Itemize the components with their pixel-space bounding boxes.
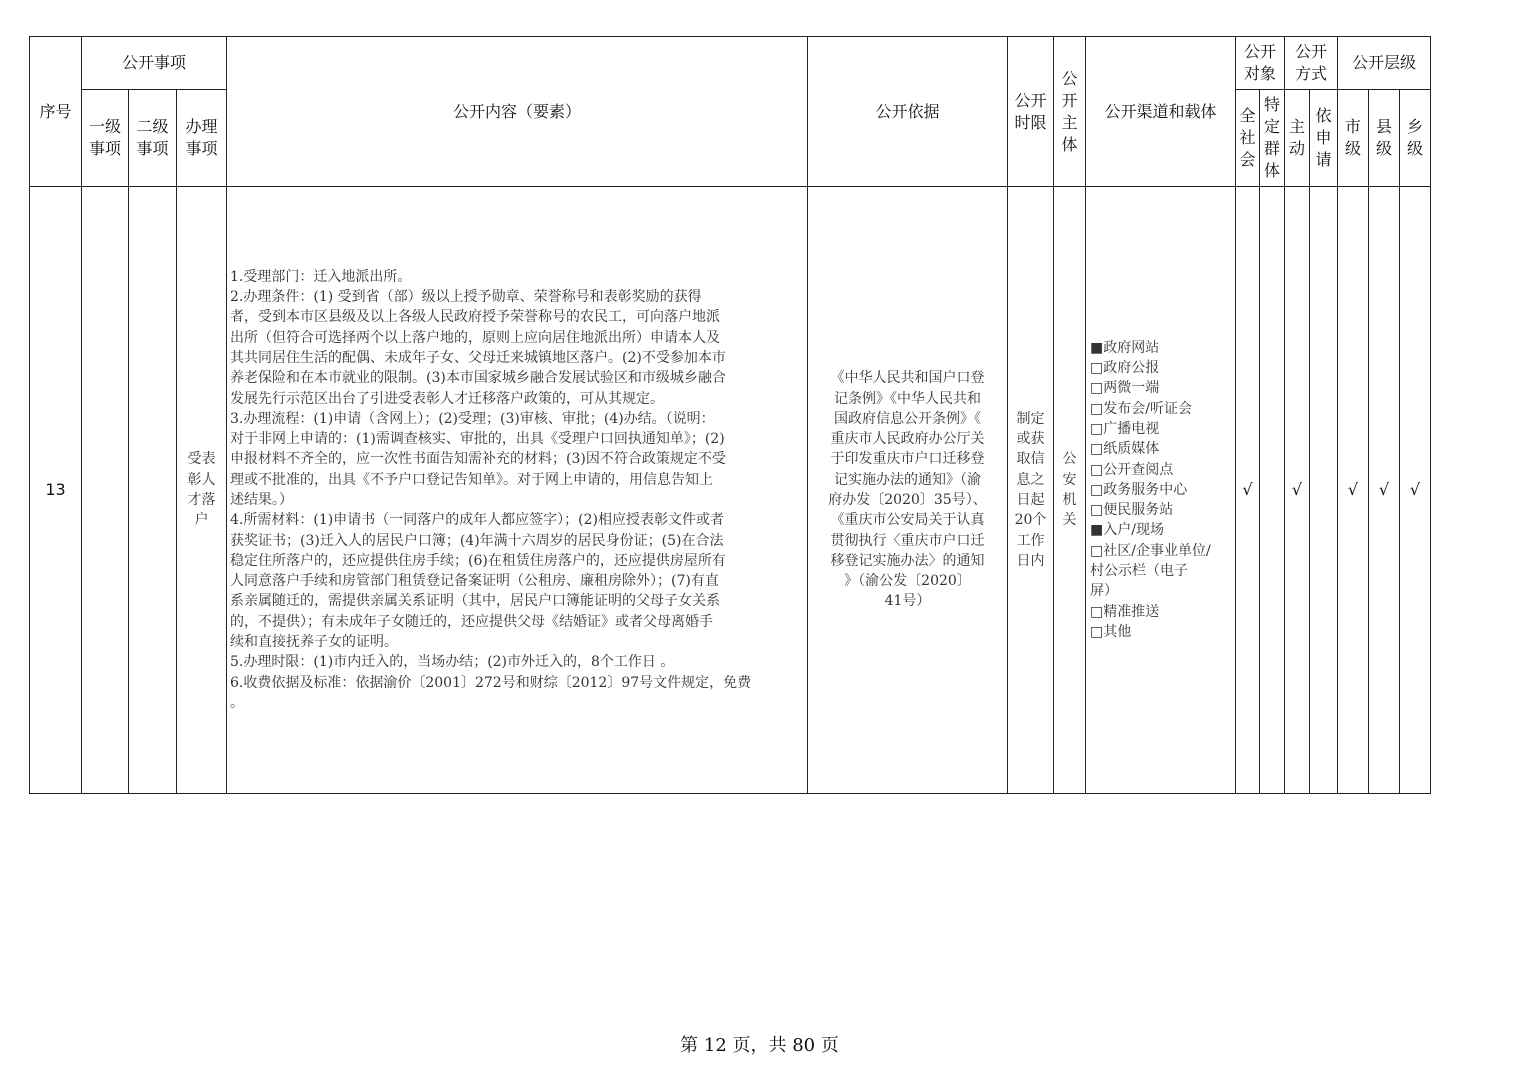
table-row [30,187,1431,794]
row-level1 [82,187,129,794]
content-line: 稳定住所落户的，还应提供住房手续；(6)在租赁住房落户的，还应提供房屋所有 [230,552,726,569]
channel-item [1090,561,1235,581]
channel-item [1090,399,1235,419]
row-level-town: √ [1400,187,1431,794]
time-limit-line: 日起 [1016,492,1045,508]
row-method-request [1310,187,1338,794]
time-limit-line: 20个 [1014,512,1047,529]
channel-item [1090,378,1235,398]
subject-lines [1054,449,1085,530]
subject-line: 安 [1062,471,1077,488]
content-line: 出所（但符合可选择两个以上落户地的，原则上应向居住地派出所）申请本人及 [230,329,720,346]
header-target-group [1236,37,1285,90]
channel-label: 社区/企事业单位/ [1103,542,1211,559]
time-limit-line: 工作 [1016,532,1045,549]
unchecked-box-icon: □ [1090,420,1104,437]
header-level-county [1369,90,1400,187]
channel-label: 广播电视 [1103,420,1160,437]
checked-box-icon: ■ [1090,339,1104,356]
content-line: 者，受到本市区县级及以上各级人民政府授予荣誉称号的农民工，可向落户地派 [230,309,720,326]
time-limit-line: 日内 [1016,552,1045,569]
channel-item [1090,439,1235,459]
channel-item [1090,338,1235,358]
content-line: 2.办理条件：(1) 受到省（部）级以上授予勋章、荣誉称号和表彰奖励的获得 [230,289,702,306]
time-limit-line: 制定 [1016,410,1045,427]
content-line: 的，不提供）；有未成年子女随迁的，还应提供父母《结婚证》或者父母离婚手 [230,613,713,630]
content-line: 其共同居住生活的配偶、未成年子女、父母迁来城镇地区落户。(2)不受参加本市 [230,349,726,366]
header-target-all [1236,90,1260,187]
channel-label: 便民服务站 [1103,502,1174,519]
header-level1-text: 一级事项 [88,117,121,158]
unchecked-box-icon: □ [1090,502,1104,519]
header-level-town-text: 乡级 [1406,117,1423,158]
header-level-group: 公开层级 [1338,37,1431,90]
channel-item [1090,480,1235,500]
header-subject [1054,37,1086,187]
row-seq: 13 [30,187,82,794]
header-method-active-text: 主动 [1288,117,1305,158]
content-line: 获奖证书；(3)迁入人的居民户口簿；(4)年满十六周岁的居民身份证；(5)在合法 [230,532,724,549]
header-method-group-text: 公开方式 [1294,42,1327,83]
channel-label: 公开查阅点 [1103,461,1174,478]
header-target-all-text: 全社会 [1239,106,1256,169]
content-line: 。 [230,694,244,711]
content-line: 人同意落户手续和房管部门租赁登记备案证明（公租房、廉租房除外）；(7)有直 [230,573,719,590]
channel-item [1090,419,1235,439]
channel-label: 入户/现场 [1103,522,1164,539]
row-handling-text: 受表彰人才落户 [187,451,216,529]
basis-line: 贯彻执行〈重庆市户口迁 [830,532,985,549]
content-line: 对于非网上申请的：(1)需调查核实、审批的，出具《受理户口回执通知单》；(2) [230,431,725,448]
row-basis [808,187,1008,794]
channel-item [1090,622,1235,642]
unchecked-box-icon: □ [1090,623,1104,640]
unchecked-box-icon: □ [1090,461,1104,478]
subject-line: 关 [1062,512,1077,529]
row-level2 [129,187,177,794]
header-level2-text: 二级事项 [136,117,169,158]
channel-label: 村公示栏（电子 [1090,563,1188,580]
header-channels: 公开渠道和载体 [1086,37,1236,187]
time-limit-line: 或获 [1016,431,1045,448]
row-method-active: √ [1285,187,1310,794]
row-subject [1054,187,1086,794]
row-target-all: √ [1236,187,1260,794]
basis-line: 记条例》《中华人民共和 [834,390,981,407]
header-items-group: 公开事项 [82,37,227,90]
channel-list [1090,338,1235,642]
channel-label: 发布会/听证会 [1103,400,1192,417]
row-target-specific [1260,187,1285,794]
channel-label: 屏） [1090,583,1118,600]
channel-label: 政府公报 [1103,360,1160,377]
basis-line: 》（渝公发〔2020〕 [844,573,971,590]
header-level1 [82,90,129,187]
subject-line: 公 [1062,451,1077,468]
checked-box-icon: ■ [1090,522,1104,539]
row-handling [177,187,227,794]
basis-lines [812,368,1003,612]
content-line: 理或不批准的，出具《不予户口登记告知单》。对于网上申请的，用信息告知上 [230,471,713,488]
header-method-request-text: 依申请 [1315,106,1332,169]
basis-line: 记实施办法的通知》（渝 [834,471,981,488]
header-seq: 序号 [30,37,82,187]
content-line: 6.收费依据及标准：依据渝价〔2001〕272号和财综〔2012〕97号文件规定，免费 [230,674,752,691]
channel-item [1090,460,1235,480]
content-line: 养老保险和在本市就业的限制。(3)本市国家城乡融合发展试验区和市级城乡融合 [230,370,726,387]
header-time-limit [1008,37,1054,187]
channel-item [1090,581,1235,601]
channel-label: 精准推送 [1103,603,1160,620]
content-lines [230,267,804,714]
channel-item [1090,541,1235,561]
content-line: 4.所需材料：(1)申请书（一同落户的成年人都应签字）；(2)相应授表彰文件或者 [230,512,725,529]
content-line: 1.受理部门：迁入地派出所。 [230,268,412,285]
channel-label: 两微一端 [1103,380,1160,397]
content-line: 申报材料不齐全的，应一次性书面告知需补充的材料；(3)因不符合政策规定不受 [230,451,726,468]
channel-label: 政务服务中心 [1103,481,1188,498]
page-number: 第 12 页，共 80 页 [680,1035,839,1056]
header-handling-text: 办理事项 [185,117,218,158]
basis-line: 41号） [884,593,931,610]
content-line: 系亲属随迁的，需提供亲属关系证明（其中，居民户口簿能证明的父母子女关系 [230,593,720,610]
channel-item [1090,500,1235,520]
header-level2 [129,90,177,187]
basis-line: 《中华人民共和国户口登 [830,370,985,387]
basis-line: 于印发重庆市户口迁移登 [830,451,985,468]
channel-item [1090,520,1235,540]
header-method-group [1285,37,1338,90]
header-basis: 公开依据 [808,37,1008,187]
header-level-town [1400,90,1431,187]
time-limit-line: 取信 [1016,451,1045,468]
header-subject-text: 公开主体 [1061,68,1078,154]
subject-line: 机 [1062,492,1077,508]
row-level-county: √ [1369,187,1400,794]
header-level-city-text: 市级 [1344,117,1361,158]
channel-item [1090,358,1235,378]
header-handling [177,90,227,187]
unchecked-box-icon: □ [1090,481,1104,498]
basis-line: 重庆市人民政府办公厅关 [830,431,985,448]
basis-line: 府办发〔2020〕35号）、 [828,492,987,508]
header-content: 公开内容（要素） [227,37,808,187]
row-level-city: √ [1338,187,1369,794]
channel-label: 其他 [1103,623,1132,640]
row-time-limit [1008,187,1054,794]
channel-label: 政府网站 [1103,339,1160,356]
header-target-group-text: 公开对象 [1243,42,1276,83]
disclosure-table [29,36,1431,794]
content-line: 续和直接抚养子女的证明。 [230,634,398,651]
basis-line: 国政府信息公开条例》《 [834,410,981,427]
header-level-county-text: 县级 [1375,117,1392,158]
channel-label: 纸质媒体 [1103,441,1160,458]
basis-line: 移登记实施办法〉的通知 [830,552,985,569]
header-method-request [1310,90,1338,187]
content-line: 5.办理时限：(1)市内迁入的，当场办结；(2)市外迁入的，8个工作日 。 [230,654,675,671]
row-content [227,187,808,794]
content-line: 发展先行示范区出台了引进受表彰人才迁移落户政策的，可从其规定。 [230,390,664,407]
time-limit-line: 息之 [1016,471,1045,488]
content-line: 3.办理流程：(1)申请（含网上）；(2)受理；(3)审核、审批；(4)办结。（说明： [230,410,715,427]
header-level-city [1338,90,1369,187]
content-line: 述结果。） [230,492,293,508]
unchecked-box-icon: □ [1090,360,1104,377]
channel-item [1090,602,1235,622]
header-target-specific [1260,90,1285,187]
row-channels [1086,187,1236,794]
unchecked-box-icon: □ [1090,441,1104,458]
header-target-specific-text: 特定群体 [1263,95,1280,180]
header-method-active [1285,90,1310,187]
unchecked-box-icon: □ [1090,542,1104,559]
header-time-limit-text: 公开时限 [1014,90,1047,132]
basis-line: 《重庆市公安局关于认真 [830,512,985,529]
unchecked-box-icon: □ [1090,380,1104,397]
unchecked-box-icon: □ [1090,400,1104,417]
unchecked-box-icon: □ [1090,603,1104,620]
time-limit-lines [1008,409,1053,571]
